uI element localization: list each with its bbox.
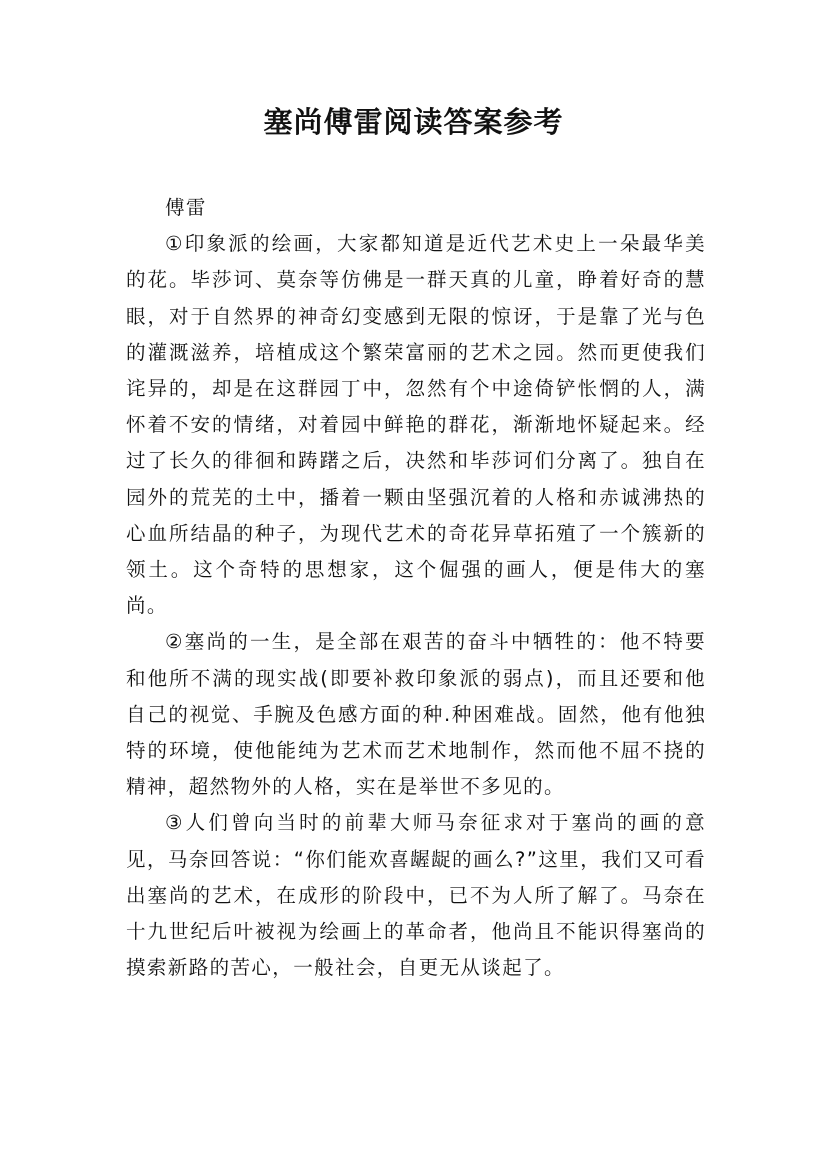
- author-name: 傅雷: [165, 196, 207, 219]
- document-title: 塞尚傅雷阅读答案参考: [263, 105, 564, 139]
- paragraph-2: ②塞尚的一生，是全部在艰苦的奋斗中牺牲的：他不特要和他所不满的现实战(即要补救印象派的弱点)，而且还要和他自己的视觉、手腕及色感方面的种.种困难战。固然，他有他独特的环境，使他能纯为艺术而艺术地制作，然而他不屈不挠的精神，超然物外的人格，实在是举世不多见的。: [126, 630, 706, 799]
- paragraph-3: ③人们曾向当时的前辈大师马奈征求对于塞尚的画的意见，马奈回答说：“你们能欢喜龌龊的画么?”这里，我们又可看出塞尚的艺术，在成形的阶段中，已不为人所了解了。马奈在十九世纪后叶被视为绘画上的革命者，他尚且不能识得塞尚的摸索新路的苦心，一般社会，自更无从谈起了。: [126, 811, 706, 980]
- document-body: [126, 190, 706, 986]
- paragraph-1: ①印象派的绘画，大家都知道是近代艺术史上一朵最华美的花。毕莎诃、莫奈等仿佛是一群天真的儿童，睁着好奇的慧眼，对于自然界的神奇幻变感到无限的惊讶，于是靠了光与色的灌溉滋养，培植成这个繁荣富丽的艺术之园。然而更使我们诧异的，却是在这群园丁中，忽然有个中途倚铲怅惘的人，满怀着不安的情绪，对着园中鲜艳的群花，渐渐地怀疑起来。经过了长久的徘徊和踌躇之后，决然和毕莎诃们分离了。独自在园外的荒芜的土中，播着一颗由坚强沉着的人格和赤诚沸热的心血所结晶的种子，为现代艺术的奇花异草拓殖了一个簇新的领土。这个奇特的思想家，这个倔强的画人，便是伟大的塞尚。: [126, 232, 706, 618]
